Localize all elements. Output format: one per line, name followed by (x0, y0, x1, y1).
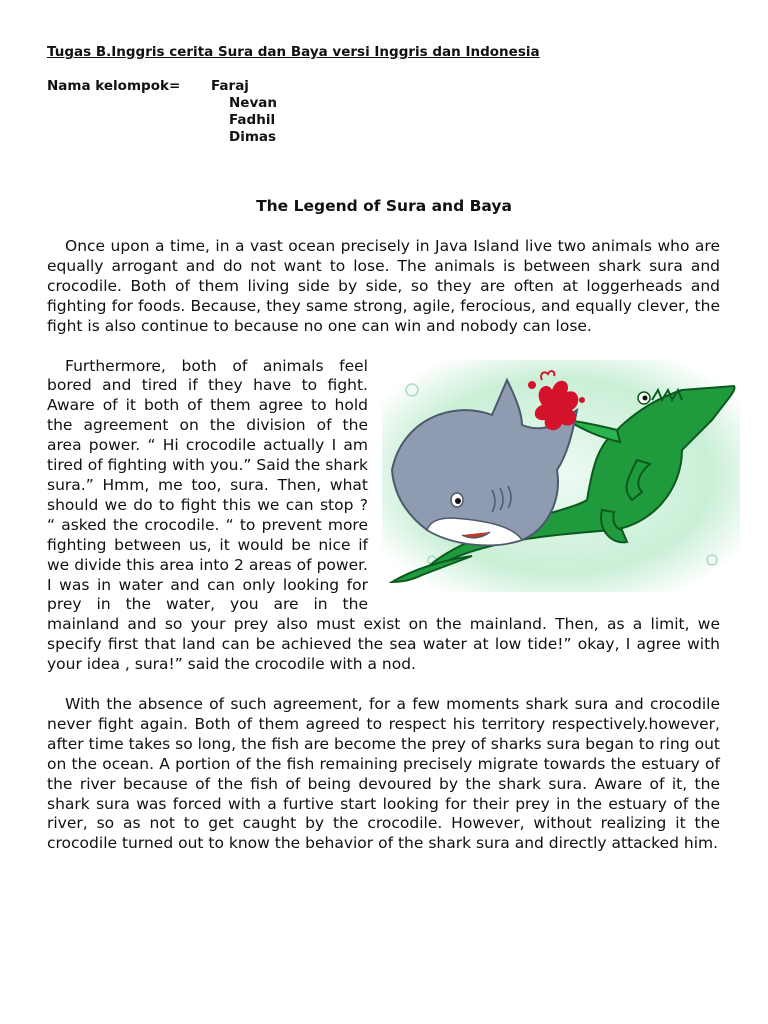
paragraph: Furthermore, both of animals feel bored and tired if they have to fight. Aware of it both of them agree to hold the agreement on the division of the area power. “ Hi crocodile actually I am tired of fighting with you.” Said the shark sura.” Hmm, me too, sura. Then, what should we do to fight this we can stop ? “ asked the crocodile. “ to prevent more fighting between us, it would be nice if we divide this area into 2 areas of power. I was in water and can only looking for prey in the water, you are in the mainland and so your prey also must exist on the mainland. Then, as a limit, we specify first that land can be achieved the sea water at low tide!” okay, I agree with your idea , sura!” said the crocodile with a nod. (47, 356, 720, 674)
member-name: Dimas (229, 129, 277, 145)
assignment-heading: Tugas B.Inggris cerita Sura dan Baya versi Inggris dan Indonesia (47, 44, 540, 60)
paragraph: With the absence of such agreement, for a few moments shark sura and crocodile never fight again. Both of them agreed to respect his territory respectively.however, after time takes so long, the fish are become the prey of sharks sura began to ring out on the ocean. A portion of the fish remaining precisely migrate towards the estuary of the river because of the fish of being devoured by the shark sura. Aware of it, the shark sura was forced with a furtive start looking for their prey in the estuary of the river, so as not to get caught by the crocodile. However, without realizing it the crocodile turned out to know the behavior of the shark sura and directly attacked him. (47, 695, 720, 853)
member-list (211, 78, 277, 146)
member-name: Fadhil (229, 112, 276, 128)
shark-crocodile-illustration (382, 360, 740, 592)
story-title: The Legend of Sura and Baya (256, 197, 512, 215)
member-name: Nevan (229, 95, 277, 111)
story-body (47, 237, 720, 874)
group-members (47, 78, 277, 146)
group-label: Nama kelompok= (47, 78, 181, 94)
member-name: Faraj (211, 78, 249, 94)
paragraph: Once upon a time, in a vast ocean precisely in Java Island live two animals who are equally arrogant and do not want to lose. The animals is between shark sura and crocodile. Both of them living side by side, so they are often at loggerheads and fighting for foods. Because, they same strong, agile, ferocious, and equally clever, the fight is also continue to because no one can win and nobody can lose. (47, 237, 720, 335)
